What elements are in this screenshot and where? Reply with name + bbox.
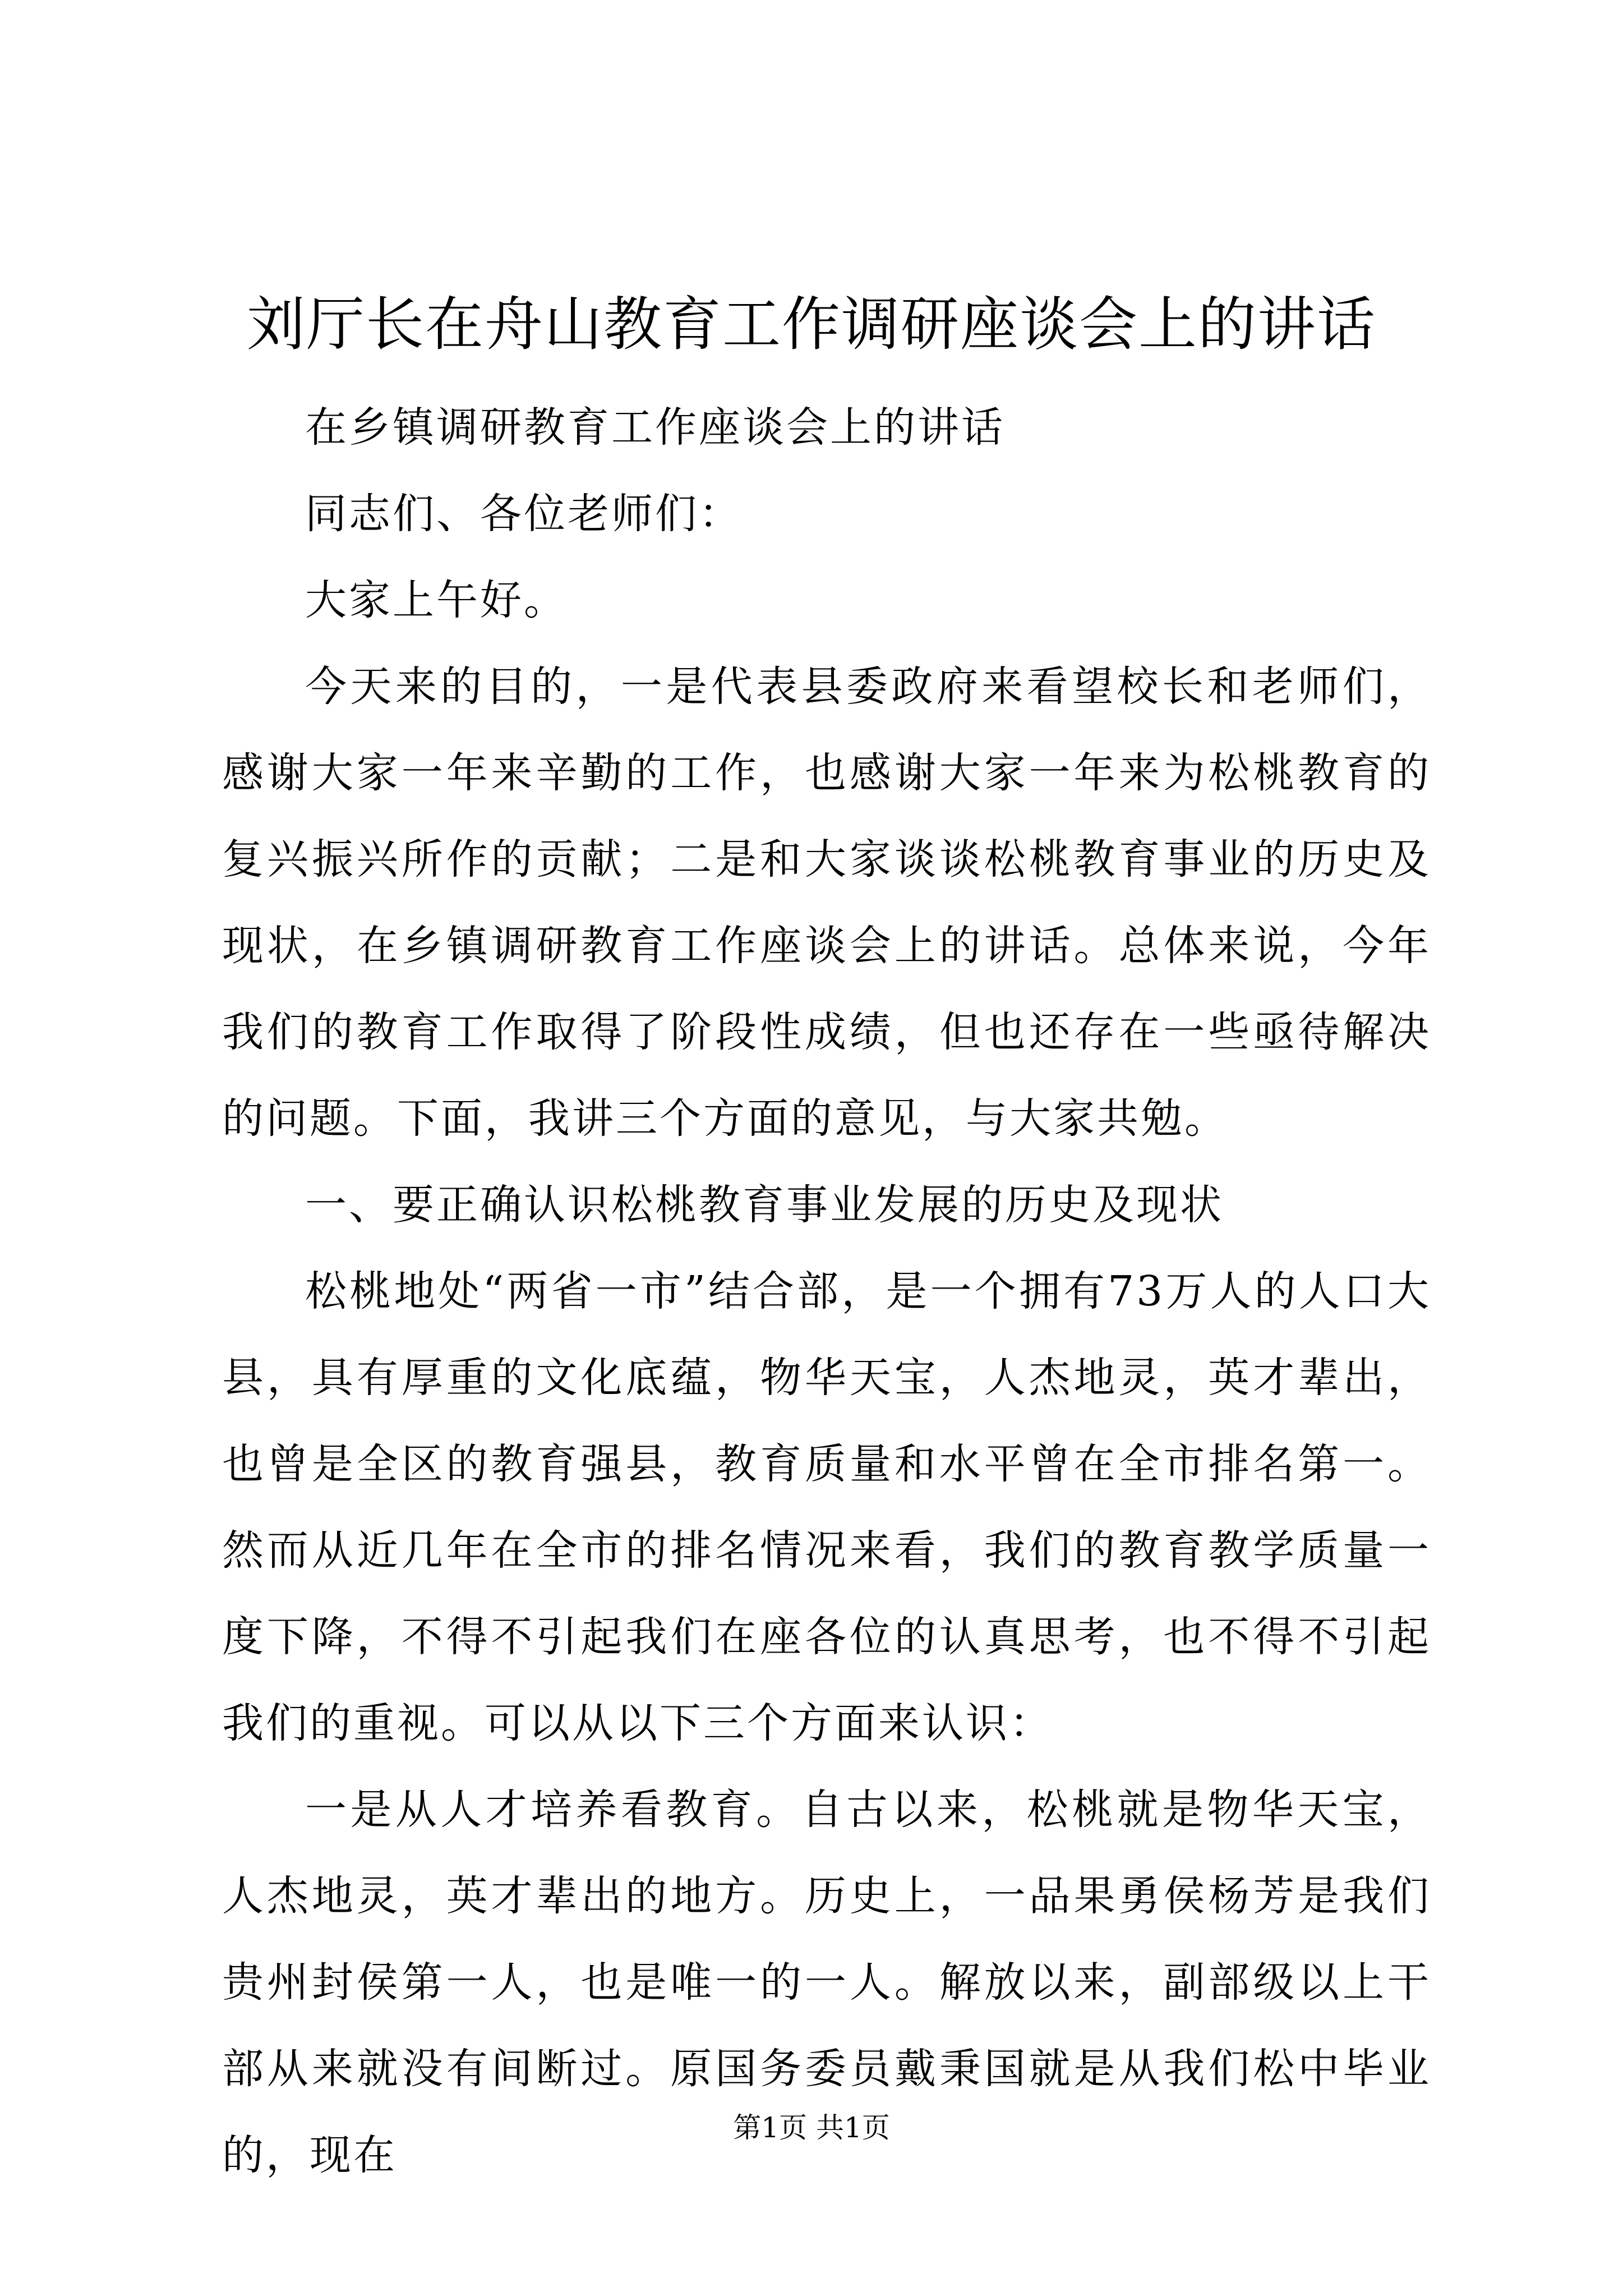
document-body xyxy=(222,384,1431,2198)
paragraph-history: 松桃地处“两省一市”结合部，是一个拥有73万人的人口大县，具有厚重的文化底蕴，物华天宝，人杰地灵，英才辈出，也曾是全区的教育强县，教育质量和水平曾在全市排名第一。然而从近几年在全市的排名情况来看，我们的教育教学质量一度下降，不得不引起我们在座各位的认真思考，也不得不引起我们的重视。可以从以下三个方面来认识： xyxy=(222,1267,1431,1747)
document-title: 刘厅长在舟山教育工作调研座谈会上的讲话 xyxy=(246,290,1376,358)
paragraph-subtitle: 在乡镇调研教育工作座谈会上的讲话 xyxy=(305,403,1005,452)
paragraph-greeting: 大家上午好。 xyxy=(305,576,568,624)
paragraph-purpose: 今天来的目的，一是代表县委政府来看望校长和老师们，感谢大家一年来辛勤的工作，也感谢大家一年来为松桃教育的复兴振兴所作的贡献；二是和大家谈谈松桃教育事业的历史及现状，在乡镇调研教育工作座谈会上的讲话。总体来说，今年我们的教育工作取得了阶段性成绩，但也还存在一些亟待解决的问题。下面，我讲三个方面的意见，与大家共勉。 xyxy=(222,662,1431,1143)
paragraph-salutation: 同志们、各位老师们： xyxy=(305,490,743,538)
page-footer: 第1页 共1页 xyxy=(733,2111,890,2144)
section-heading-1: 一、要正确认识松桃教育事业发展的历史及现状 xyxy=(305,1181,1224,1229)
paragraph-talent: 一是从人才培养看教育。自古以来，松桃就是物华天宝，人杰地灵，英才辈出的地方。历史上，一品果勇侯杨芳是我们贵州封侯第一人，也是唯一的一人。解放以来，副部级以上干部从来就没有间断过。原国务委员戴秉国就是从我们松中毕业的，现在 xyxy=(222,1786,1431,2179)
